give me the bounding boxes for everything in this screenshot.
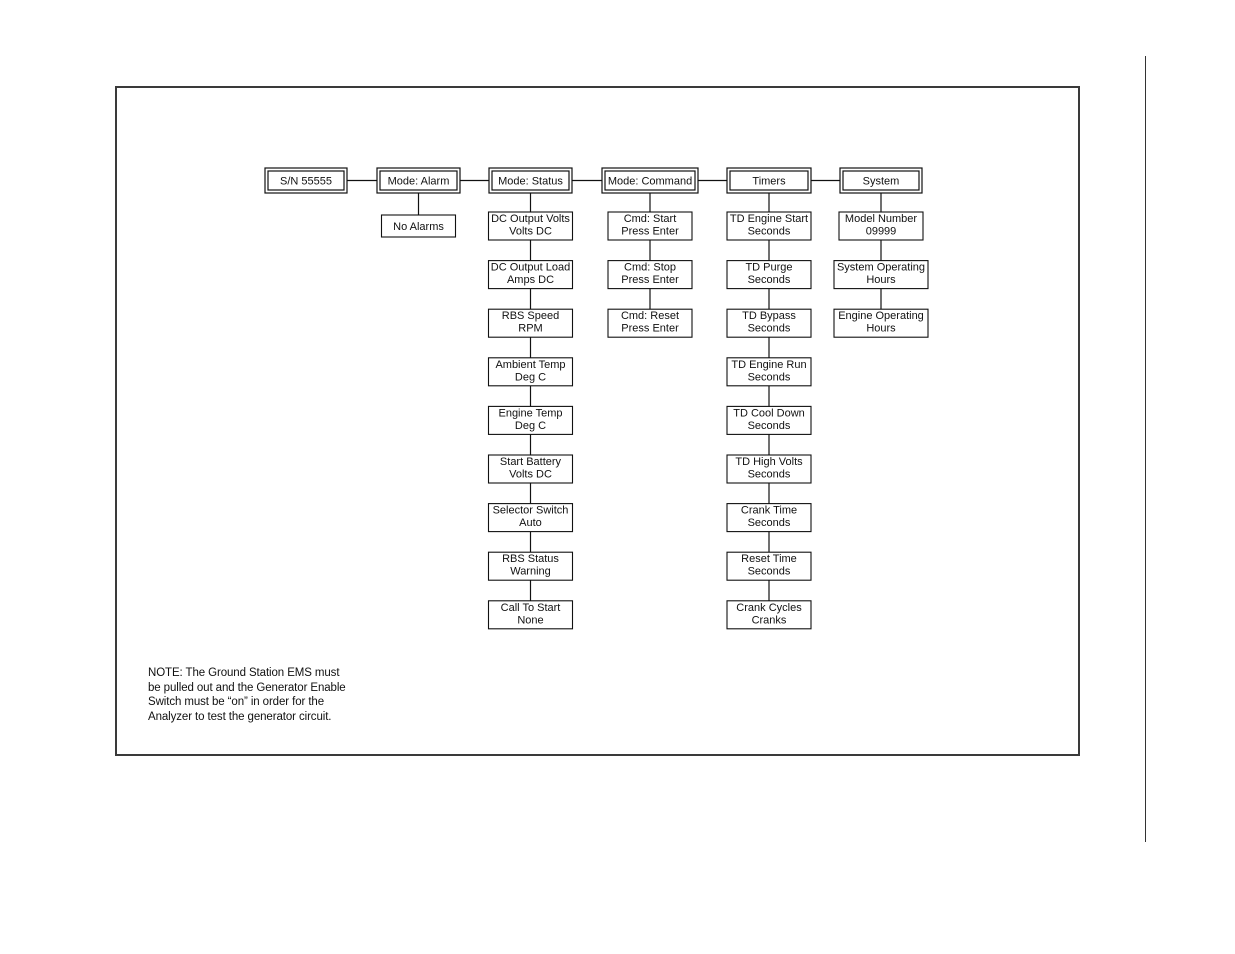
node-system-0 <box>839 212 923 240</box>
node-sublabel: Volts DC <box>509 225 552 238</box>
node-timers-1 <box>727 261 811 289</box>
node-command-1 <box>608 261 692 289</box>
node-status-1 <box>489 261 573 289</box>
node-label: DC Output Volts <box>491 213 570 225</box>
node-label: Cmd: Start <box>623 213 677 225</box>
node-status-3 <box>489 358 573 386</box>
node-system-2 <box>834 309 928 337</box>
node-label: Start Battery <box>499 456 562 468</box>
node-status-5 <box>489 455 573 483</box>
header-label: System <box>862 175 900 188</box>
header-label: S/N 55555 <box>280 175 332 188</box>
node-label: RBS Speed <box>501 310 560 323</box>
node-status-0 <box>489 212 573 240</box>
node-sublabel: Hours <box>866 322 896 335</box>
node-label: No Alarms <box>393 221 444 233</box>
node-label: Ambient Temp <box>495 358 566 371</box>
node-sublabel: Amps DC <box>506 274 555 287</box>
note-text <box>148 666 346 724</box>
header-command <box>602 168 698 193</box>
node-label: System Operating <box>836 261 926 274</box>
node-status-6 <box>489 504 573 532</box>
node-sublabel: Hours <box>866 274 896 287</box>
node-sublabel: Seconds <box>747 274 791 287</box>
header-label: Mode: Alarm <box>387 175 450 188</box>
node-sublabel: Seconds <box>747 322 791 335</box>
node-label: RBS Status <box>502 553 559 566</box>
node-sublabel: Press Enter <box>621 225 679 238</box>
node-sublabel: Seconds <box>747 517 791 530</box>
node-status-7 <box>489 552 573 580</box>
node-label: TD Bypass <box>742 310 796 323</box>
node-timers-8 <box>727 601 811 629</box>
node-sublabel: Volts DC <box>509 468 552 481</box>
header-label: Timers <box>752 175 786 188</box>
node-status-8 <box>489 601 573 629</box>
node-label: TD Engine Start <box>729 213 809 225</box>
node-label: TD Purge <box>745 261 793 274</box>
node-timers-7 <box>727 552 811 580</box>
note-line: Switch must be “on” in order for the <box>148 696 325 708</box>
note-line: NOTE: The Ground Station EMS must <box>148 667 340 679</box>
node-label: TD Engine Run <box>731 358 807 371</box>
node-label: Crank Time <box>740 504 798 517</box>
note-line: be pulled out and the Generator Enable <box>148 681 346 694</box>
node-label: Cmd: Reset <box>620 310 680 323</box>
node-label: Crank Cycles <box>736 601 802 614</box>
node-timers-5 <box>727 455 811 483</box>
node-sublabel: Seconds <box>747 225 791 238</box>
node-system-1 <box>834 261 928 289</box>
node-label: Reset Time <box>741 553 797 566</box>
node-sublabel: Deg C <box>514 371 547 384</box>
node-command-2 <box>608 309 692 337</box>
header-label: Mode: Command <box>607 175 693 188</box>
node-sublabel: Press Enter <box>621 322 679 335</box>
node-sublabel: Press Enter <box>621 274 679 287</box>
node-sublabel: Cranks <box>751 614 787 627</box>
node-label: Model Number <box>844 213 918 225</box>
node-sublabel: None <box>517 614 544 627</box>
node-label: Cmd: Stop <box>624 261 676 274</box>
node-status-4 <box>489 406 573 434</box>
node-sublabel: Seconds <box>747 371 791 384</box>
node-sublabel: Deg C <box>514 419 547 432</box>
node-sublabel: Seconds <box>747 468 791 481</box>
header-sn <box>265 168 347 193</box>
node-timers-4 <box>727 406 811 434</box>
node-label: Selector Switch <box>492 504 569 517</box>
header-system <box>840 168 922 193</box>
node-status-2 <box>489 309 573 337</box>
header-alarm <box>377 168 460 193</box>
node-label: TD Cool Down <box>733 407 805 420</box>
node-timers-3 <box>727 358 811 386</box>
node-sublabel: Auto <box>519 517 542 530</box>
node-command-0 <box>608 212 692 240</box>
header-timers <box>727 168 811 193</box>
node-label: Call To Start <box>500 601 561 614</box>
node-label: Engine Operating <box>838 310 924 323</box>
node-sublabel: Warning <box>510 565 551 578</box>
node-sublabel: RPM <box>518 322 543 335</box>
node-sublabel: Seconds <box>747 565 791 578</box>
node-timers-0 <box>727 212 811 240</box>
node-sublabel: 09999 <box>865 225 897 238</box>
note-line: Analyzer to test the generator circuit. <box>148 710 332 723</box>
node-label: TD High Volts <box>735 456 803 468</box>
node-label: DC Output Load <box>490 261 571 274</box>
node-timers-6 <box>727 504 811 532</box>
node-sublabel: Seconds <box>747 419 791 432</box>
node-label: Engine Temp <box>498 407 563 420</box>
header-label: Mode: Status <box>498 175 563 188</box>
header-status <box>489 168 572 193</box>
node-timers-2 <box>727 309 811 337</box>
node-alarm-0 <box>382 215 456 237</box>
